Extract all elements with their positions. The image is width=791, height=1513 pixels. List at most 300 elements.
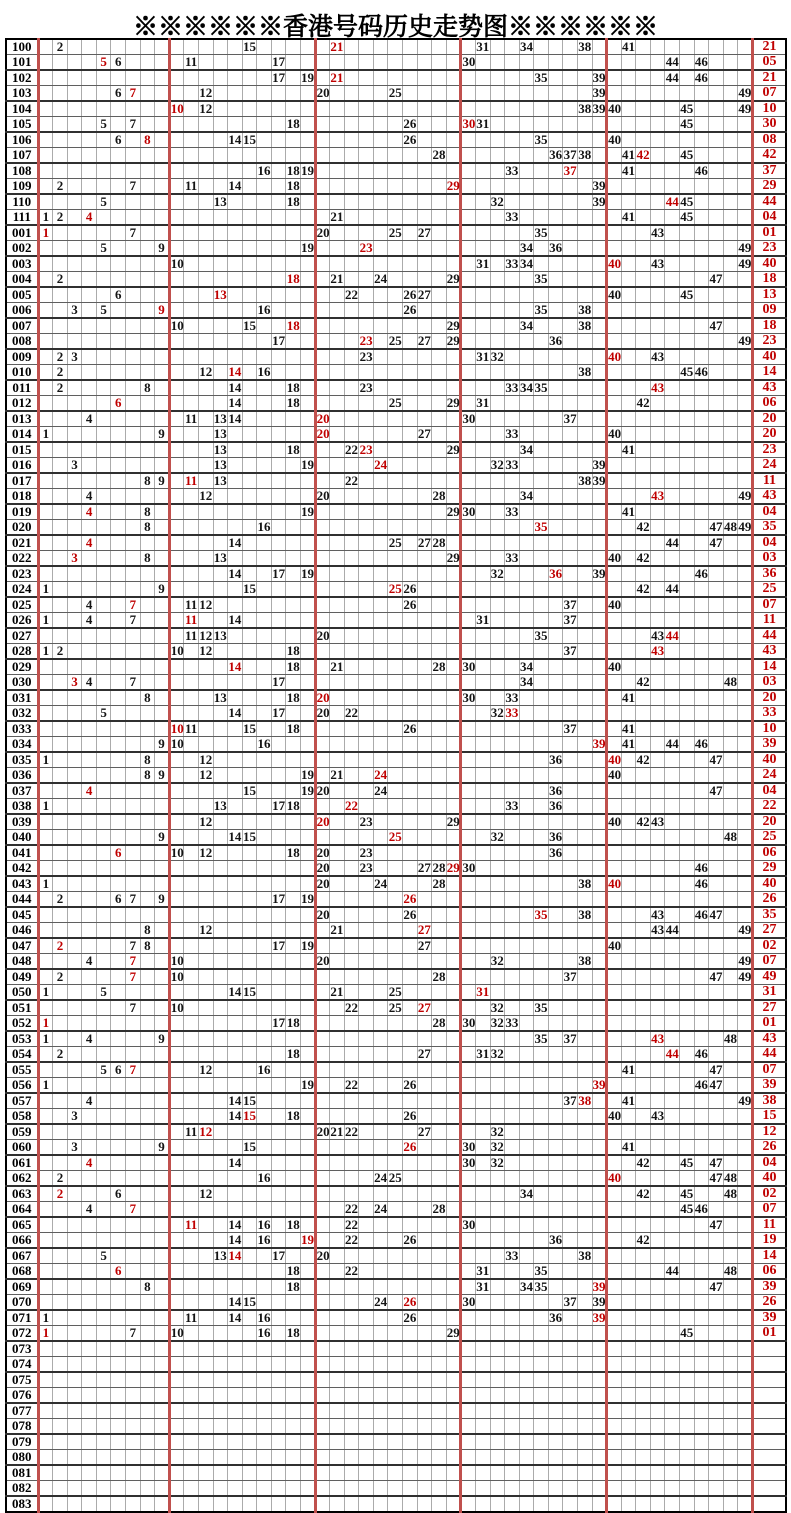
grid-cell <box>271 396 286 412</box>
grid-cell: 41 <box>621 1139 635 1154</box>
grid-cell <box>155 597 170 613</box>
grid-cell <box>67 442 82 458</box>
grid-cell <box>694 1217 709 1233</box>
grid-cell <box>446 892 461 908</box>
grid-cell <box>607 241 622 257</box>
grid-cell <box>519 535 534 551</box>
grid-cell <box>359 1016 374 1032</box>
grid-cell: 13 <box>213 1248 227 1263</box>
period-label: 039 <box>6 814 38 830</box>
grid-cell <box>592 768 607 784</box>
grid-cell: 13 <box>213 194 227 209</box>
period-label: 009 <box>6 349 38 365</box>
grid-cell <box>242 365 257 381</box>
grid-cell <box>636 1388 651 1404</box>
grid-cell <box>519 845 534 861</box>
grid-cell: 34 <box>519 240 533 255</box>
grid-cell <box>242 504 257 520</box>
grid-cell <box>388 938 403 954</box>
grid-cell <box>461 148 476 164</box>
grid-cell <box>257 613 272 629</box>
grid-cell: 27 <box>417 333 431 348</box>
grid-cell <box>169 1310 184 1326</box>
grid-cell <box>709 644 724 660</box>
grid-cell <box>577 1078 592 1094</box>
grid-cell <box>315 1093 330 1109</box>
grid-cell <box>126 1093 141 1109</box>
grid-cell <box>446 1047 461 1063</box>
grid-cell <box>53 752 68 768</box>
grid-cell <box>665 210 680 226</box>
grid-cell <box>96 380 111 396</box>
grid-cell <box>359 535 374 551</box>
grid-cell <box>330 551 345 567</box>
grid-cell <box>242 613 257 629</box>
grid-cell <box>111 535 126 551</box>
grid-cell <box>140 1233 155 1249</box>
grid-cell <box>53 845 68 861</box>
grid-cell: 41 <box>621 721 635 736</box>
grid-cell <box>184 194 199 210</box>
grid-cell <box>140 117 155 133</box>
grid-cell <box>607 1465 622 1481</box>
grid-cell <box>577 1155 592 1171</box>
grid-cell <box>490 380 505 396</box>
grid-cell <box>38 1248 53 1264</box>
grid-cell <box>490 613 505 629</box>
grid-cell <box>680 442 695 458</box>
grid-cell <box>592 1016 607 1032</box>
grid-cell <box>155 210 170 226</box>
grid-cell <box>67 1419 82 1435</box>
grid-cell <box>403 1016 418 1032</box>
grid-cell <box>155 721 170 737</box>
grid-cell <box>621 86 636 102</box>
grid-cell <box>563 706 578 722</box>
grid-cell <box>82 628 97 644</box>
grid-cell <box>738 396 753 412</box>
grid-cell <box>53 101 68 117</box>
grid-cell <box>373 1434 388 1450</box>
grid-cell <box>228 582 243 598</box>
grid-cell <box>140 1388 155 1404</box>
grid-cell <box>257 256 272 272</box>
grid-cell <box>475 907 490 923</box>
grid-cell <box>650 55 665 71</box>
grid-cell <box>709 1047 724 1063</box>
grid-cell <box>563 752 578 768</box>
grid-cell: 43 <box>651 628 665 643</box>
grid-cell <box>548 179 563 195</box>
grid-cell <box>738 380 753 396</box>
grid-cell <box>650 1233 665 1249</box>
grid-cell <box>271 1372 286 1388</box>
grid-cell <box>505 334 520 350</box>
table-row <box>6 396 786 412</box>
grid-cell <box>300 442 315 458</box>
grid-cell <box>388 132 403 148</box>
grid-cell: 37 <box>563 969 577 984</box>
grid-cell <box>432 628 447 644</box>
grid-cell <box>82 303 97 319</box>
grid-cell <box>490 520 505 536</box>
grid-cell: 18 <box>286 1015 300 1030</box>
grid-cell <box>198 1031 213 1047</box>
grid-cell <box>184 799 199 815</box>
grid-cell <box>96 179 111 195</box>
grid-cell <box>475 768 490 784</box>
grid-cell <box>432 349 447 365</box>
grid-cell <box>330 380 345 396</box>
grid-cell <box>198 938 213 954</box>
grid-cell <box>359 489 374 505</box>
grid-cell <box>475 427 490 443</box>
grid-cell <box>548 225 563 241</box>
grid-cell <box>82 427 97 443</box>
grid-cell <box>505 1047 520 1063</box>
grid-cell <box>82 938 97 954</box>
grid-cell <box>461 365 476 381</box>
grid-cell <box>228 489 243 505</box>
grid-cell <box>563 132 578 148</box>
special-number-cell: 44 <box>665 628 679 643</box>
grid-cell <box>53 132 68 148</box>
grid-cell <box>126 1109 141 1125</box>
grid-cell <box>388 954 403 970</box>
grid-cell <box>505 675 520 691</box>
grid-cell <box>155 365 170 381</box>
grid-cell <box>534 1450 549 1466</box>
grid-cell <box>534 1124 549 1140</box>
grid-cell <box>694 628 709 644</box>
grid-cell <box>592 1450 607 1466</box>
grid-cell: 43 <box>651 225 665 240</box>
grid-cell <box>519 597 534 613</box>
period-label: 046 <box>6 923 38 939</box>
grid-cell <box>621 551 636 567</box>
grid-cell <box>96 442 111 458</box>
grid-cell <box>665 907 680 923</box>
grid-cell <box>67 969 82 985</box>
grid-cell <box>286 504 301 520</box>
grid-cell <box>140 1155 155 1171</box>
grid-cell <box>563 799 578 815</box>
grid-cell <box>505 1310 520 1326</box>
grid-cell <box>169 225 184 241</box>
grid-cell <box>738 613 753 629</box>
grid-cell <box>388 473 403 489</box>
grid-cell <box>607 628 622 644</box>
grid-cell <box>650 70 665 86</box>
grid-cell <box>228 225 243 241</box>
grid-cell <box>461 1171 476 1187</box>
grid-cell <box>38 132 53 148</box>
grid-cell <box>577 241 592 257</box>
grid-cell <box>169 535 184 551</box>
grid-cell: 23 <box>359 860 373 875</box>
special-value: 01 <box>752 1016 786 1032</box>
grid-cell <box>184 241 199 257</box>
grid-cell <box>388 458 403 474</box>
grid-cell <box>694 1450 709 1466</box>
special-number-cell: 35 <box>534 519 548 534</box>
grid-cell <box>650 1155 665 1171</box>
grid-cell <box>140 1186 155 1202</box>
table-row <box>6 969 786 985</box>
grid-cell <box>271 535 286 551</box>
grid-cell <box>111 768 126 784</box>
grid-cell <box>636 272 651 288</box>
grid-cell <box>636 1465 651 1481</box>
grid-cell <box>286 1481 301 1497</box>
grid-cell <box>184 907 199 923</box>
grid-cell <box>505 349 520 365</box>
grid-cell <box>330 1419 345 1435</box>
grid-cell: 30 <box>462 54 476 69</box>
grid-cell <box>344 923 359 939</box>
grid-cell <box>446 659 461 675</box>
grid-cell <box>694 814 709 830</box>
grid-cell <box>461 1496 476 1512</box>
special-value: 40 <box>752 876 786 892</box>
grid-cell <box>403 365 418 381</box>
grid-cell <box>53 1326 68 1342</box>
grid-cell <box>257 210 272 226</box>
grid-cell <box>155 1465 170 1481</box>
grid-cell <box>67 365 82 381</box>
grid-cell <box>388 566 403 582</box>
grid-cell <box>140 1031 155 1047</box>
table-row <box>6 954 786 970</box>
grid-cell <box>300 845 315 861</box>
grid-cell <box>155 1016 170 1032</box>
grid-cell <box>446 349 461 365</box>
grid-cell <box>67 690 82 706</box>
special-value: 18 <box>752 318 786 334</box>
grid-cell <box>680 473 695 489</box>
grid-cell <box>665 287 680 303</box>
grid-cell <box>96 520 111 536</box>
grid-cell <box>592 907 607 923</box>
grid-cell <box>636 1140 651 1156</box>
grid-cell <box>577 1233 592 1249</box>
table-row <box>6 830 786 846</box>
grid-cell <box>577 721 592 737</box>
period-label: 062 <box>6 1171 38 1187</box>
grid-cell <box>213 938 228 954</box>
grid-cell: 5 <box>96 241 111 257</box>
grid-cell <box>694 179 709 195</box>
grid-cell: 2 <box>53 644 68 660</box>
grid-cell <box>650 1450 665 1466</box>
grid-cell <box>592 1341 607 1357</box>
grid-cell: 12 <box>199 628 213 643</box>
grid-cell <box>607 504 622 520</box>
grid-cell <box>96 1124 111 1140</box>
grid-cell <box>96 1496 111 1512</box>
period-label: 101 <box>6 55 38 71</box>
table-row <box>6 1124 786 1140</box>
grid-cell <box>650 148 665 164</box>
grid-cell: 16 <box>257 1232 271 1247</box>
grid-cell <box>213 582 228 598</box>
grid-cell <box>373 55 388 71</box>
grid-cell <box>475 675 490 691</box>
grid-cell <box>286 473 301 489</box>
grid-cell <box>155 86 170 102</box>
grid-cell <box>621 1326 636 1342</box>
grid-cell <box>67 318 82 334</box>
grid-cell <box>738 768 753 784</box>
grid-cell <box>82 241 97 257</box>
grid-cell <box>548 1341 563 1357</box>
grid-cell <box>475 535 490 551</box>
grid-cell <box>432 845 447 861</box>
grid-cell <box>140 582 155 598</box>
grid-cell: 2 <box>53 179 68 195</box>
grid-cell <box>184 504 199 520</box>
grid-cell <box>432 644 447 660</box>
grid-cell: 34 <box>519 39 533 54</box>
grid-cell <box>621 1264 636 1280</box>
special-value: 07 <box>752 1202 786 1218</box>
grid-cell <box>534 1357 549 1373</box>
grid-cell <box>388 675 403 691</box>
grid-cell <box>330 1047 345 1063</box>
grid-cell <box>271 1388 286 1404</box>
grid-cell <box>184 690 199 706</box>
grid-cell <box>592 1326 607 1342</box>
grid-cell <box>38 768 53 784</box>
grid-cell <box>505 721 520 737</box>
grid-cell <box>417 985 432 1001</box>
grid-cell <box>271 845 286 861</box>
grid-cell <box>563 814 578 830</box>
grid-cell <box>213 1372 228 1388</box>
grid-cell <box>490 845 505 861</box>
grid-cell <box>563 520 578 536</box>
grid-cell <box>403 830 418 846</box>
grid-cell <box>621 783 636 799</box>
grid-cell <box>111 907 126 923</box>
grid-cell <box>38 1000 53 1016</box>
grid-cell <box>519 1310 534 1326</box>
grid-cell <box>111 334 126 350</box>
grid-cell: 3 <box>67 349 82 365</box>
table-row <box>6 845 786 861</box>
grid-cell: 39 <box>592 473 606 488</box>
grid-cell <box>461 535 476 551</box>
grid-cell <box>534 1202 549 1218</box>
grid-cell <box>198 210 213 226</box>
special-number-cell: 44 <box>665 194 679 209</box>
grid-cell <box>126 783 141 799</box>
grid-cell <box>519 1062 534 1078</box>
grid-cell <box>607 845 622 861</box>
grid-cell <box>475 1496 490 1512</box>
grid-cell <box>723 55 738 71</box>
grid-cell <box>665 566 680 582</box>
grid-cell <box>665 1403 680 1419</box>
period-label: 074 <box>6 1357 38 1373</box>
grid-cell <box>621 132 636 148</box>
grid-cell <box>490 1171 505 1187</box>
table-row <box>6 148 786 164</box>
grid-cell: 10 <box>170 643 184 658</box>
grid-cell: 18 <box>286 1108 300 1123</box>
grid-cell: 9 <box>155 241 170 257</box>
grid-cell: 33 <box>505 504 519 519</box>
grid-cell <box>96 1031 111 1047</box>
grid-cell <box>709 70 724 86</box>
grid-cell <box>577 768 592 784</box>
grid-cell <box>38 1155 53 1171</box>
grid-cell <box>650 334 665 350</box>
grid-cell <box>403 1000 418 1016</box>
grid-cell <box>519 1248 534 1264</box>
grid-cell <box>67 597 82 613</box>
grid-cell <box>417 1217 432 1233</box>
grid-cell <box>665 659 680 675</box>
grid-cell <box>126 1217 141 1233</box>
grid-cell <box>723 225 738 241</box>
grid-cell <box>738 1047 753 1063</box>
grid-cell <box>184 520 199 536</box>
grid-cell <box>621 799 636 815</box>
grid-cell <box>359 985 374 1001</box>
grid-cell <box>680 1109 695 1125</box>
grid-cell <box>242 303 257 319</box>
grid-cell <box>169 303 184 319</box>
grid-cell <box>563 1357 578 1373</box>
grid-cell <box>96 1202 111 1218</box>
grid-cell <box>577 520 592 536</box>
grid-cell <box>373 1465 388 1481</box>
grid-cell <box>330 163 345 179</box>
grid-cell <box>96 489 111 505</box>
special-number-cell: 22 <box>345 798 358 813</box>
grid-cell <box>359 783 374 799</box>
grid-cell <box>403 814 418 830</box>
grid-cell <box>475 1124 490 1140</box>
grid-cell <box>373 287 388 303</box>
grid-cell: 32 <box>490 1046 504 1061</box>
grid-cell <box>665 1124 680 1140</box>
grid-cell <box>403 923 418 939</box>
grid-cell <box>242 117 257 133</box>
grid-cell <box>694 1109 709 1125</box>
grid-cell <box>563 473 578 489</box>
grid-cell: 10 <box>170 318 184 333</box>
grid-cell <box>359 55 374 71</box>
grid-cell <box>38 241 53 257</box>
grid-cell <box>257 783 272 799</box>
grid-cell <box>213 520 228 536</box>
grid-cell <box>519 1419 534 1435</box>
grid-cell <box>111 1372 126 1388</box>
special-number-cell: 25 <box>388 581 402 596</box>
grid-cell <box>300 1093 315 1109</box>
grid-cell <box>373 969 388 985</box>
grid-cell <box>738 1264 753 1280</box>
grid-cell <box>359 272 374 288</box>
grid-cell <box>344 1171 359 1187</box>
grid-cell: 28 <box>432 659 446 674</box>
grid-cell: 7 <box>126 675 141 691</box>
grid-cell: 44 <box>665 70 679 85</box>
grid-cell <box>548 1326 563 1342</box>
grid-cell <box>475 783 490 799</box>
